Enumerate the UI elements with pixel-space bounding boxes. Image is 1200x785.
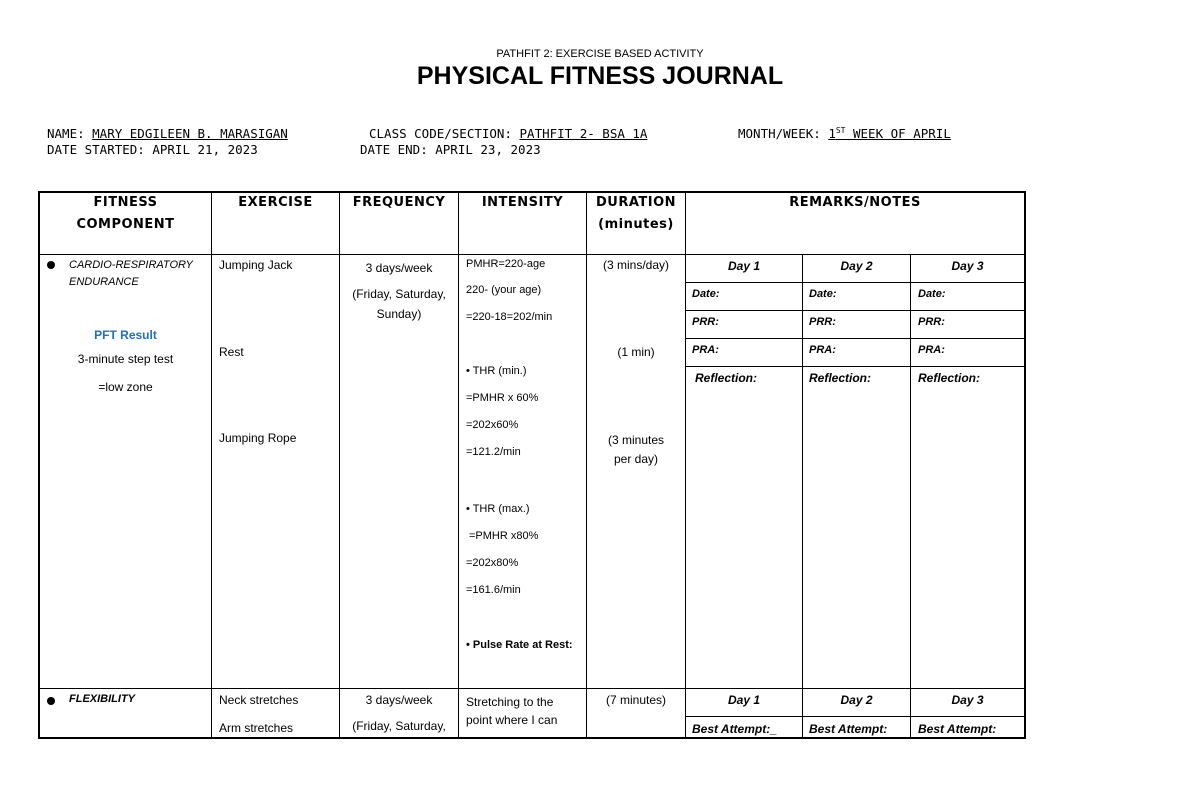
day-label: Day 3	[951, 693, 984, 707]
row-divider	[685, 310, 1025, 311]
col-divider	[685, 191, 686, 739]
class-value: PATHFIT 2- BSA 1A	[519, 126, 648, 141]
component-flexibility: FLEXIBILITY	[69, 693, 135, 705]
pra-label: PRA:	[809, 344, 836, 356]
date-label: Date:	[809, 288, 837, 300]
col-divider	[910, 254, 911, 688]
date-label: Date:	[692, 288, 720, 300]
day-label: Day 2	[840, 693, 873, 707]
date-end: DATE END: APRIL 23, 2023	[360, 142, 541, 157]
subtitle: PATHFIT 2: EXERCISE BASED ACTIVITY	[496, 48, 704, 60]
day-label: Day 1	[727, 259, 761, 273]
exercise-item: Arm stretches	[219, 721, 294, 735]
day-label: Day 2	[840, 259, 873, 273]
header-fitness-component: FITNESS COMPONENT	[76, 195, 175, 232]
duration-item: (3 minutes per day)	[607, 433, 665, 466]
date-started: DATE STARTED: APRIL 21, 2023	[47, 142, 258, 157]
header-remarks: REMARKS/NOTES	[789, 195, 921, 210]
header-duration: DURATION (minutes)	[595, 195, 677, 232]
table-border-bottom	[38, 737, 1026, 739]
best-attempt-label: Best Attempt:	[809, 722, 888, 736]
reflection-label: Reflection:	[918, 371, 981, 385]
row-divider	[685, 716, 1025, 717]
col-divider	[802, 254, 803, 688]
col-divider	[458, 191, 459, 739]
month-label: MONTH/WEEK:	[738, 126, 829, 142]
exercise-item: Neck stretches	[219, 693, 299, 707]
pft-result	[40, 328, 211, 394]
best-attempt-label: Best Attempt:	[918, 722, 997, 736]
day-label: Day 1	[727, 693, 761, 707]
exercise-item: Jumping Jack	[219, 258, 293, 272]
duration-item: (1 min)	[617, 345, 655, 359]
pra-label: PRA:	[918, 344, 945, 356]
header-exercise: EXERCISE	[238, 195, 313, 210]
reflection-label: Reflection:	[809, 371, 872, 385]
pft-label: PFT Result	[94, 328, 157, 342]
bullet-icon	[47, 697, 55, 705]
table-border-right	[1024, 191, 1026, 739]
month-value: 1ST WEEK OF APRIL	[828, 126, 951, 142]
row-divider	[38, 254, 1026, 255]
date-label: Date:	[918, 288, 946, 300]
row-divider	[685, 338, 1025, 339]
month-field	[738, 126, 951, 141]
pra-label: PRA:	[692, 344, 719, 356]
duration-flexibility: (7 minutes)	[605, 693, 667, 707]
header-frequency: FREQUENCY	[352, 195, 446, 210]
component-cardio: CARDIO-RESPIRATORY ENDURANCE	[69, 259, 193, 288]
exercise-item: Jumping Rope	[219, 431, 297, 445]
bullet-icon	[47, 261, 55, 269]
reflection-label: Reflection:	[695, 371, 758, 385]
row-divider	[38, 688, 1026, 689]
pft-zone: =low zone	[98, 380, 153, 394]
frequency-cardio: 3 days/week (Friday, Saturday, Sunday)	[352, 261, 446, 321]
name-value: MARY EDGILEEN B. MARASIGAN	[92, 126, 288, 141]
header-intensity: INTENSITY	[481, 195, 564, 210]
day-label: Day 3	[951, 259, 984, 273]
class-label: CLASS CODE/SECTION:	[369, 126, 520, 141]
best-attempt-label: Best Attempt:_	[692, 722, 777, 736]
row-divider	[685, 366, 1025, 367]
frequency-flexibility: 3 days/week (Friday, Saturday,	[352, 693, 446, 733]
prr-label: PRR:	[809, 316, 836, 328]
name-label: NAME:	[47, 126, 93, 141]
page-title: PHYSICAL FITNESS JOURNAL	[416, 62, 784, 90]
class-field	[369, 126, 647, 141]
table-border-left	[38, 191, 40, 739]
intensity-flexibility: Stretching to the point where I can	[466, 695, 558, 727]
pft-test: 3-minute step test	[77, 352, 174, 366]
name-field	[47, 126, 288, 141]
col-divider	[211, 191, 212, 739]
duration-item: (3 mins/day)	[602, 258, 670, 272]
row-divider	[685, 282, 1025, 283]
prr-label: PRR:	[692, 316, 719, 328]
prr-label: PRR:	[918, 316, 945, 328]
exercise-item: Rest	[219, 345, 244, 359]
